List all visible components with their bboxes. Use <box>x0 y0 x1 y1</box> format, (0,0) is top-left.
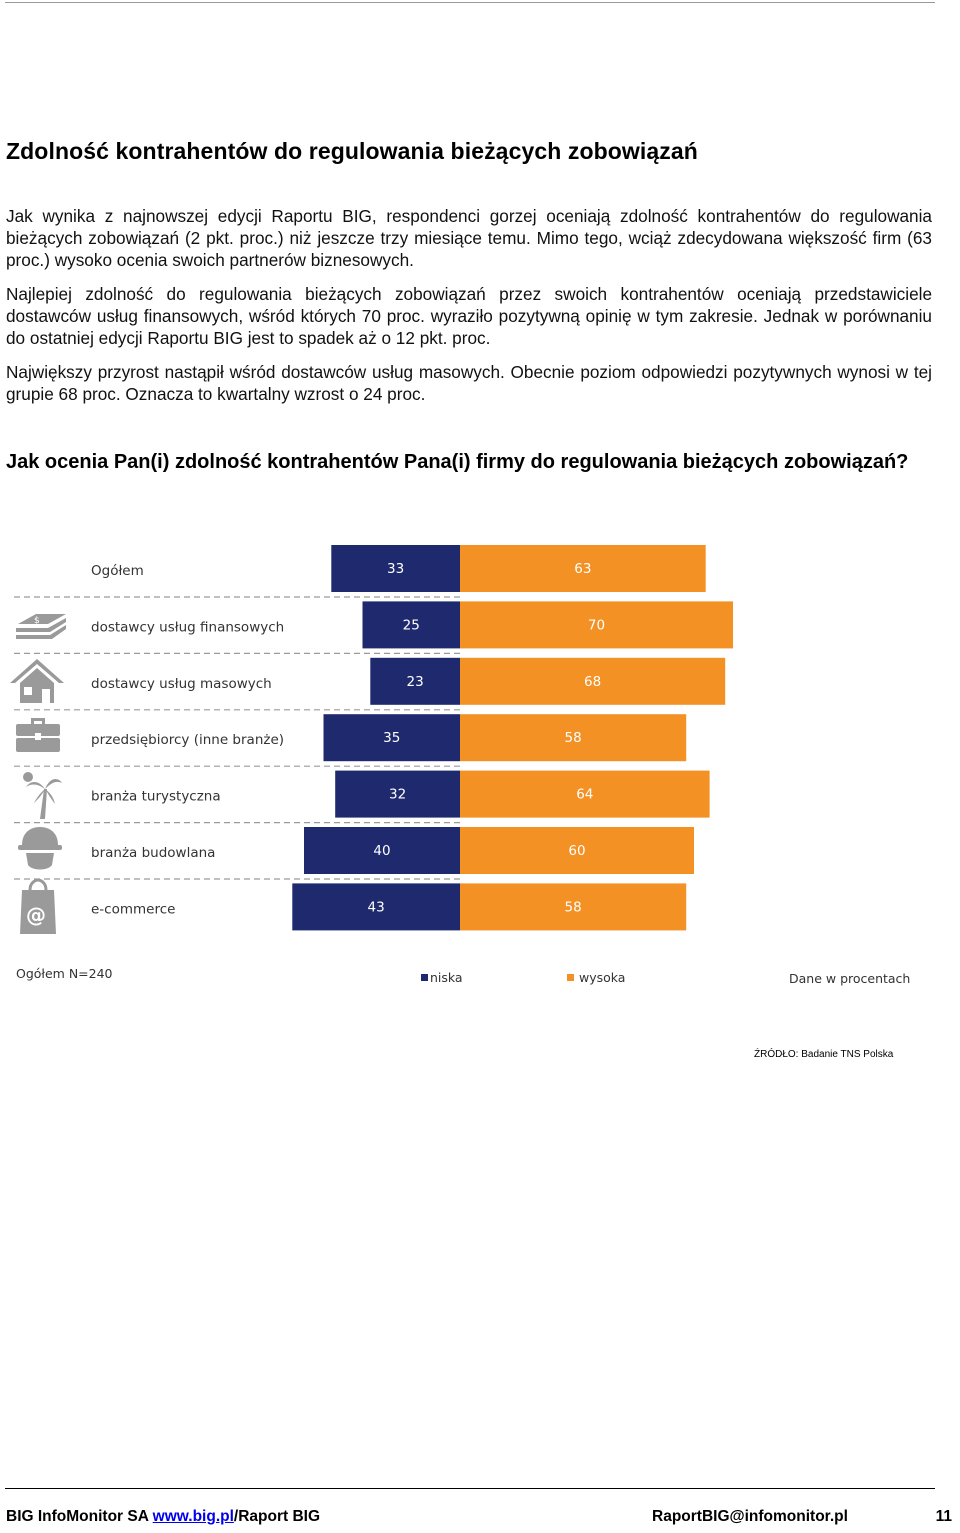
value-label-wysoka-5: 60 <box>568 843 586 859</box>
page-number: 11 <box>935 1508 952 1525</box>
hard-hat-icon <box>18 827 62 870</box>
footer-email: RaportBIG@infomonitor.pl <box>652 1508 848 1525</box>
value-label-wysoka-2: 68 <box>584 673 602 690</box>
category-label-2: dostawcy usług masowych <box>91 675 272 692</box>
paragraph-1: Jak wynika z najnowszej edycji Raportu BIG, respondenci gorzej oceniają zdolność kontrahentów do regulowania bieżących zobowiązań (2 pkt. proc.) niż jeszcze trzy miesiące temu. Mimo tego, wciąż zdecydowana większość firm (63 proc.) wysoko ocenia swoich partnerów biznesowych. <box>6 206 932 270</box>
value-label-niska-1: 25 <box>402 617 420 634</box>
category-label-3: przedsiębiorcy (inne branże) <box>91 732 285 749</box>
category-label-6: e-commerce <box>91 901 176 918</box>
value-label-niska-3: 35 <box>383 730 401 747</box>
value-label-wysoka-3: 58 <box>564 730 582 747</box>
paragraph-3: Największy przyrost nastąpił wśród dostawców usług masowych. Obecnie poziom odpowiedzi pozytywnych wynosi w tej grupie 68 proc. Oznacza to kwartalny wzrost o 24 proc. <box>6 362 932 404</box>
category-label-1: dostawcy usług finansowych <box>91 619 285 636</box>
footer-link[interactable]: www.big.pl <box>152 1508 234 1525</box>
value-label-wysoka-6: 58 <box>564 899 582 916</box>
category-label-0: Ogółem <box>91 563 144 579</box>
value-label-wysoka-0: 63 <box>574 561 592 577</box>
category-label-4: branża turystyczna <box>91 788 221 805</box>
footer-suffix: /Raport BIG <box>233 1508 321 1525</box>
top-rule <box>5 2 935 3</box>
bottom-rule <box>5 1488 935 1489</box>
footer-brand <box>6 1508 320 1526</box>
briefcase-icon <box>16 718 60 752</box>
paragraph-2: Najlepiej zdolność do regulowania bieżących zobowiązań przez swoich kontrahentów oceniają przedstawiciele dostawców usług finansowych, wśród których 70 proc. wyraziło pozytywną opinię w tym zakresie. Jednak w porównaniu do ostatniej edycji Raportu BIG jest to spadek aż o 12 pkt. proc. <box>6 284 932 348</box>
footer-company: BIG InfoMonitor SA <box>6 1508 149 1525</box>
units-note: Dane w procentach <box>789 971 911 986</box>
value-label-niska-4: 32 <box>389 786 407 803</box>
value-label-wysoka-4: 64 <box>576 786 594 803</box>
svg-text:$: $ <box>34 616 40 626</box>
value-label-niska-6: 43 <box>367 899 385 916</box>
legend-swatch-niska <box>421 974 428 981</box>
legend-label-wysoka: wysoka <box>579 970 626 985</box>
legend-label-niska: niska <box>430 970 463 985</box>
diverging-bar-chart <box>0 535 960 1005</box>
money-icon <box>16 614 66 639</box>
category-label-5: branża budowlana <box>91 845 216 861</box>
sample-note: Ogółem N=240 <box>16 966 113 981</box>
palm-tree-icon <box>23 772 62 819</box>
svg-text:@: @ <box>26 903 46 927</box>
source-note: ŹRÓDŁO: Badanie TNS Polska <box>754 1049 894 1060</box>
value-label-wysoka-1: 70 <box>587 617 606 634</box>
house-icon <box>10 659 64 703</box>
value-label-niska-5: 40 <box>373 843 391 859</box>
value-label-niska-0: 33 <box>387 561 405 577</box>
value-label-niska-2: 23 <box>406 673 424 690</box>
shopping-bag-at-icon <box>20 880 56 934</box>
page-title: Zdolność kontrahentów do regulowania bieżących zobowiązań <box>6 138 698 164</box>
survey-question: Jak ocenia Pan(i) zdolność kontrahentów Pana(i) firmy do regulowania bieżących zobowiązań? <box>6 451 909 473</box>
legend-swatch-wysoka <box>567 974 574 981</box>
footer <box>6 1508 952 1528</box>
